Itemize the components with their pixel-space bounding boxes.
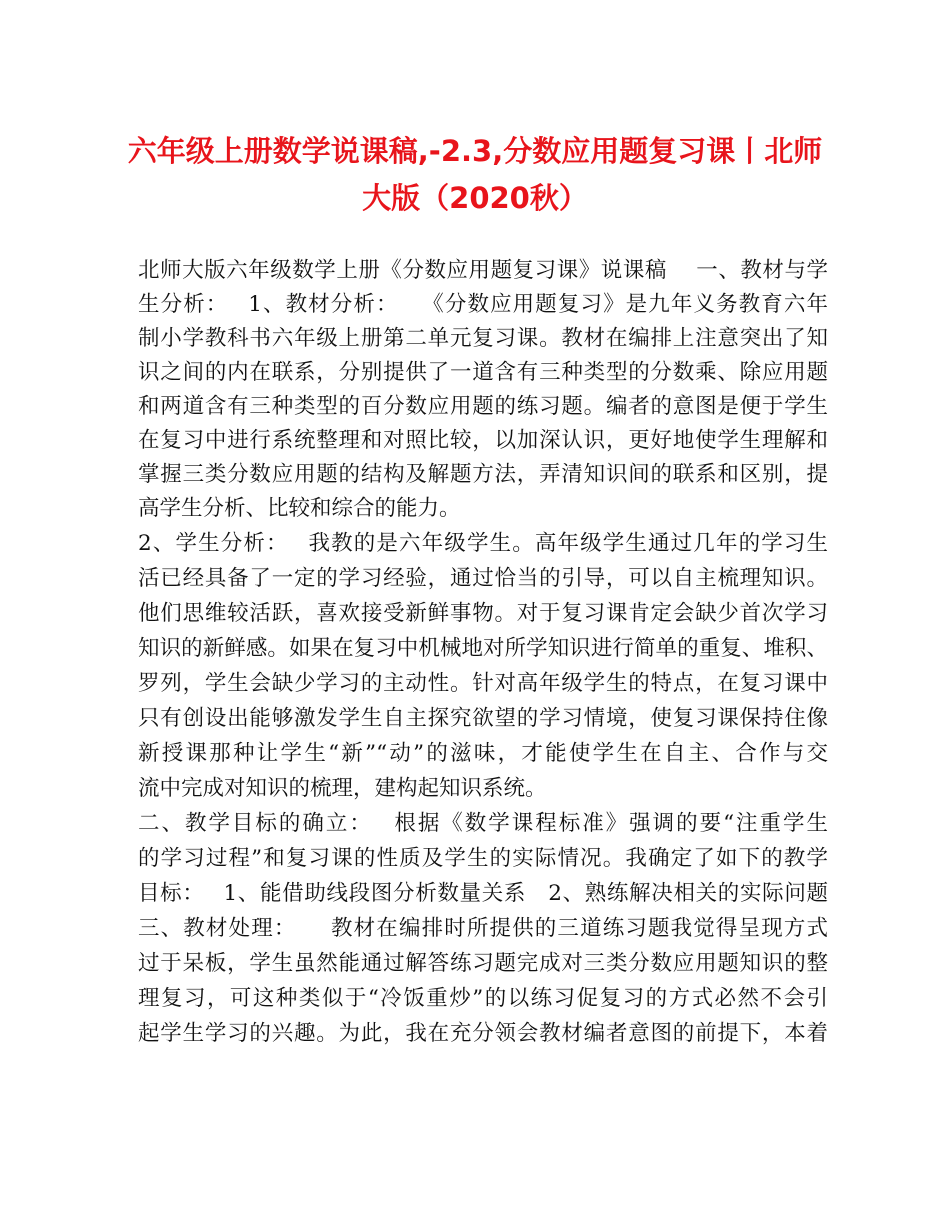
document-title-line-2: 大版（2020秋） [362,181,588,215]
body-line: 他们思维较活跃，喜欢接受新鲜事物。对于复习课肯定会缺少首次学习 [138,601,828,626]
body-line: 掌握三类分数应用题的结构及解题方法，弄清知识间的联系和区别，提 [138,462,828,487]
body-line: 识之间的内在联系，分别提供了一道含有三种类型的分数乘、除应用题 [138,360,828,385]
body-line: 北师大版六年级数学上册《分数应用题复习课》说课稿 一、教材与学 [138,258,828,283]
body-line: 高学生分析、比较和综合的能力。 [138,496,461,521]
body-line: 理复习，可这种类似于“冷饭重炒”的以练习促复习的方式必然不会引 [138,986,828,1011]
body-line: 和两道含有三种类型的百分数应用题的练习题。编者的意图是便于学生 [138,394,828,419]
body-line: 新授课那种让学生“新”“动”的滋味，才能使学生在自主、合作与交 [138,741,828,766]
body-line: 过于呆板，学生虽然能通过解答练习题完成对三类分数应用题知识的整 [138,951,828,976]
body-line: 活已经具备了一定的学习经验，通过恰当的引导，可以自主梳理知识。 [138,566,828,591]
body-line: 在复习中进行系统整理和对照比较，以加深认识，更好地使学生理解和 [138,428,828,453]
body-line: 起学生学习的兴趣。为此，我在充分领会教材编者意图的前提下，本着 [138,1021,828,1046]
body-line: 制小学教科书六年级上册第二单元复习课。教材在编排上注意突出了知 [138,326,828,351]
body-line: 生分析： 1、教材分析： 《分数应用题复习》是九年义务教育六年 [138,292,828,317]
body-line: 罗列，学生会缺少学习的主动性。针对高年级学生的特点，在复习课中 [138,671,828,696]
body-line: 流中完成对知识的梳理，建构起知识系统。 [138,776,547,801]
body-line: 目标： 1、能借助线段图分析数量关系 2、熟练解决相关的实际问题 [138,881,828,906]
document-title-line-1: 六年级上册数学说课稿,-2.3,分数应用题复习课丨北师 [127,134,823,168]
body-line: 2、学生分析： 我教的是六年级学生。高年级学生通过几年的学习生 [138,531,828,556]
body-line: 二、教学目标的确立： 根据《数学课程标准》强调的要“注重学生 [138,811,828,836]
body-line: 的学习过程”和复习课的性质及学生的实际情况。我确定了如下的教学 [138,846,828,871]
body-line: 知识的新鲜感。如果在复习中机械地对所学知识进行简单的重复、堆积、 [138,636,828,661]
body-line: 三、教材处理： 教材在编排时所提供的三道练习题我觉得呈现方式 [138,916,828,941]
body-line: 只有创设出能够激发学生自主探究欲望的学习情境，使复习课保持住像 [138,706,828,731]
